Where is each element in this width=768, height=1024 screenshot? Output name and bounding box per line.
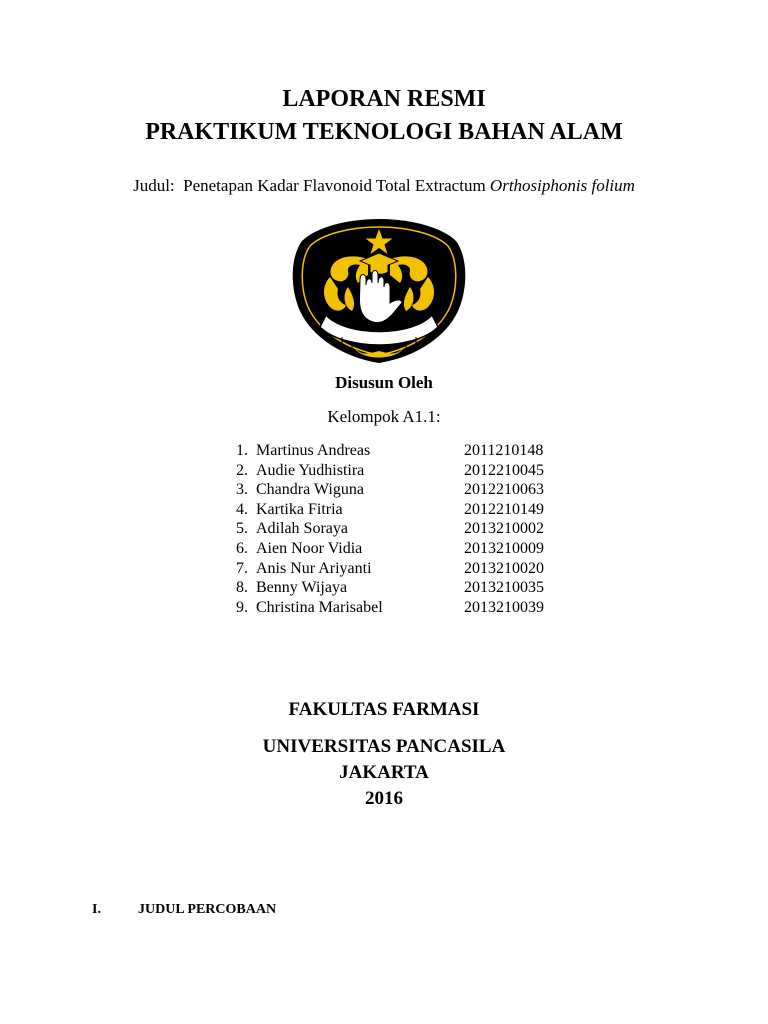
member-name: Kartika Fitria xyxy=(256,500,343,518)
member-name: Adilah Soraya xyxy=(256,520,348,538)
judul-italic-text: Orthosiphonis folium xyxy=(489,176,635,195)
member-nim: 2012210045 xyxy=(464,461,544,479)
member-number: 9. xyxy=(236,598,248,616)
member-number: 3. xyxy=(236,481,248,499)
report-title-line-1: LAPORAN RESMI xyxy=(282,86,486,112)
member-nim: 2013210035 xyxy=(464,579,544,597)
member-list xyxy=(226,441,586,617)
list-item xyxy=(226,598,586,618)
section-number: I. xyxy=(92,902,101,917)
member-nim: 2013210009 xyxy=(464,539,544,557)
list-item xyxy=(226,461,586,481)
member-nim: 2013210039 xyxy=(464,598,544,616)
member-name: Anis Nur Ariyanti xyxy=(256,559,372,577)
list-item xyxy=(226,539,586,559)
member-nim: 2011210148 xyxy=(464,442,544,459)
city-name: JAKARTA xyxy=(339,762,429,783)
university-seal-logo xyxy=(290,215,468,365)
member-nim: 2013210002 xyxy=(464,520,544,538)
disusun-oleh-heading: Disusun Oleh xyxy=(335,373,433,392)
list-item xyxy=(226,559,586,579)
report-title-line-2: PRAKTIKUM TEKNOLOGI BAHAN ALAM xyxy=(145,119,623,145)
list-item xyxy=(226,441,586,461)
member-name: Benny Wijaya xyxy=(256,579,348,597)
member-nim: 2012210063 xyxy=(464,481,544,499)
member-name: Audie Yudhistira xyxy=(256,461,365,479)
member-number: 5. xyxy=(236,520,248,538)
list-item xyxy=(226,578,586,598)
member-number: 6. xyxy=(236,539,248,557)
group-label: Kelompok A1.1: xyxy=(327,407,441,426)
judul-line xyxy=(0,176,768,196)
section-title: JUDUL PERCOBAAN xyxy=(138,902,277,917)
report-year: 2016 xyxy=(365,788,403,809)
judul-label: Judul: xyxy=(133,176,175,195)
member-number: 8. xyxy=(236,579,248,597)
faculty-name: FAKULTAS FARMASI xyxy=(288,699,480,720)
member-name: Chandra Wiguna xyxy=(256,481,364,499)
member-number: 7. xyxy=(236,559,248,577)
member-nim: 2012210149 xyxy=(464,500,544,518)
list-item xyxy=(226,500,586,520)
university-name: UNIVERSITAS PANCASILA xyxy=(262,736,506,757)
member-number: 4. xyxy=(236,500,248,518)
member-name: Aien Noor Vidia xyxy=(256,539,363,557)
member-name: Christina Marisabel xyxy=(256,598,383,616)
list-item xyxy=(226,480,586,500)
member-number: 1. xyxy=(236,442,248,459)
member-name: Martinus Andreas xyxy=(256,442,371,459)
member-nim: 2013210020 xyxy=(464,559,544,577)
judul-text: Penetapan Kadar Flavonoid Total Extractum xyxy=(183,176,486,195)
list-item xyxy=(226,519,586,539)
member-number: 2. xyxy=(236,461,248,479)
